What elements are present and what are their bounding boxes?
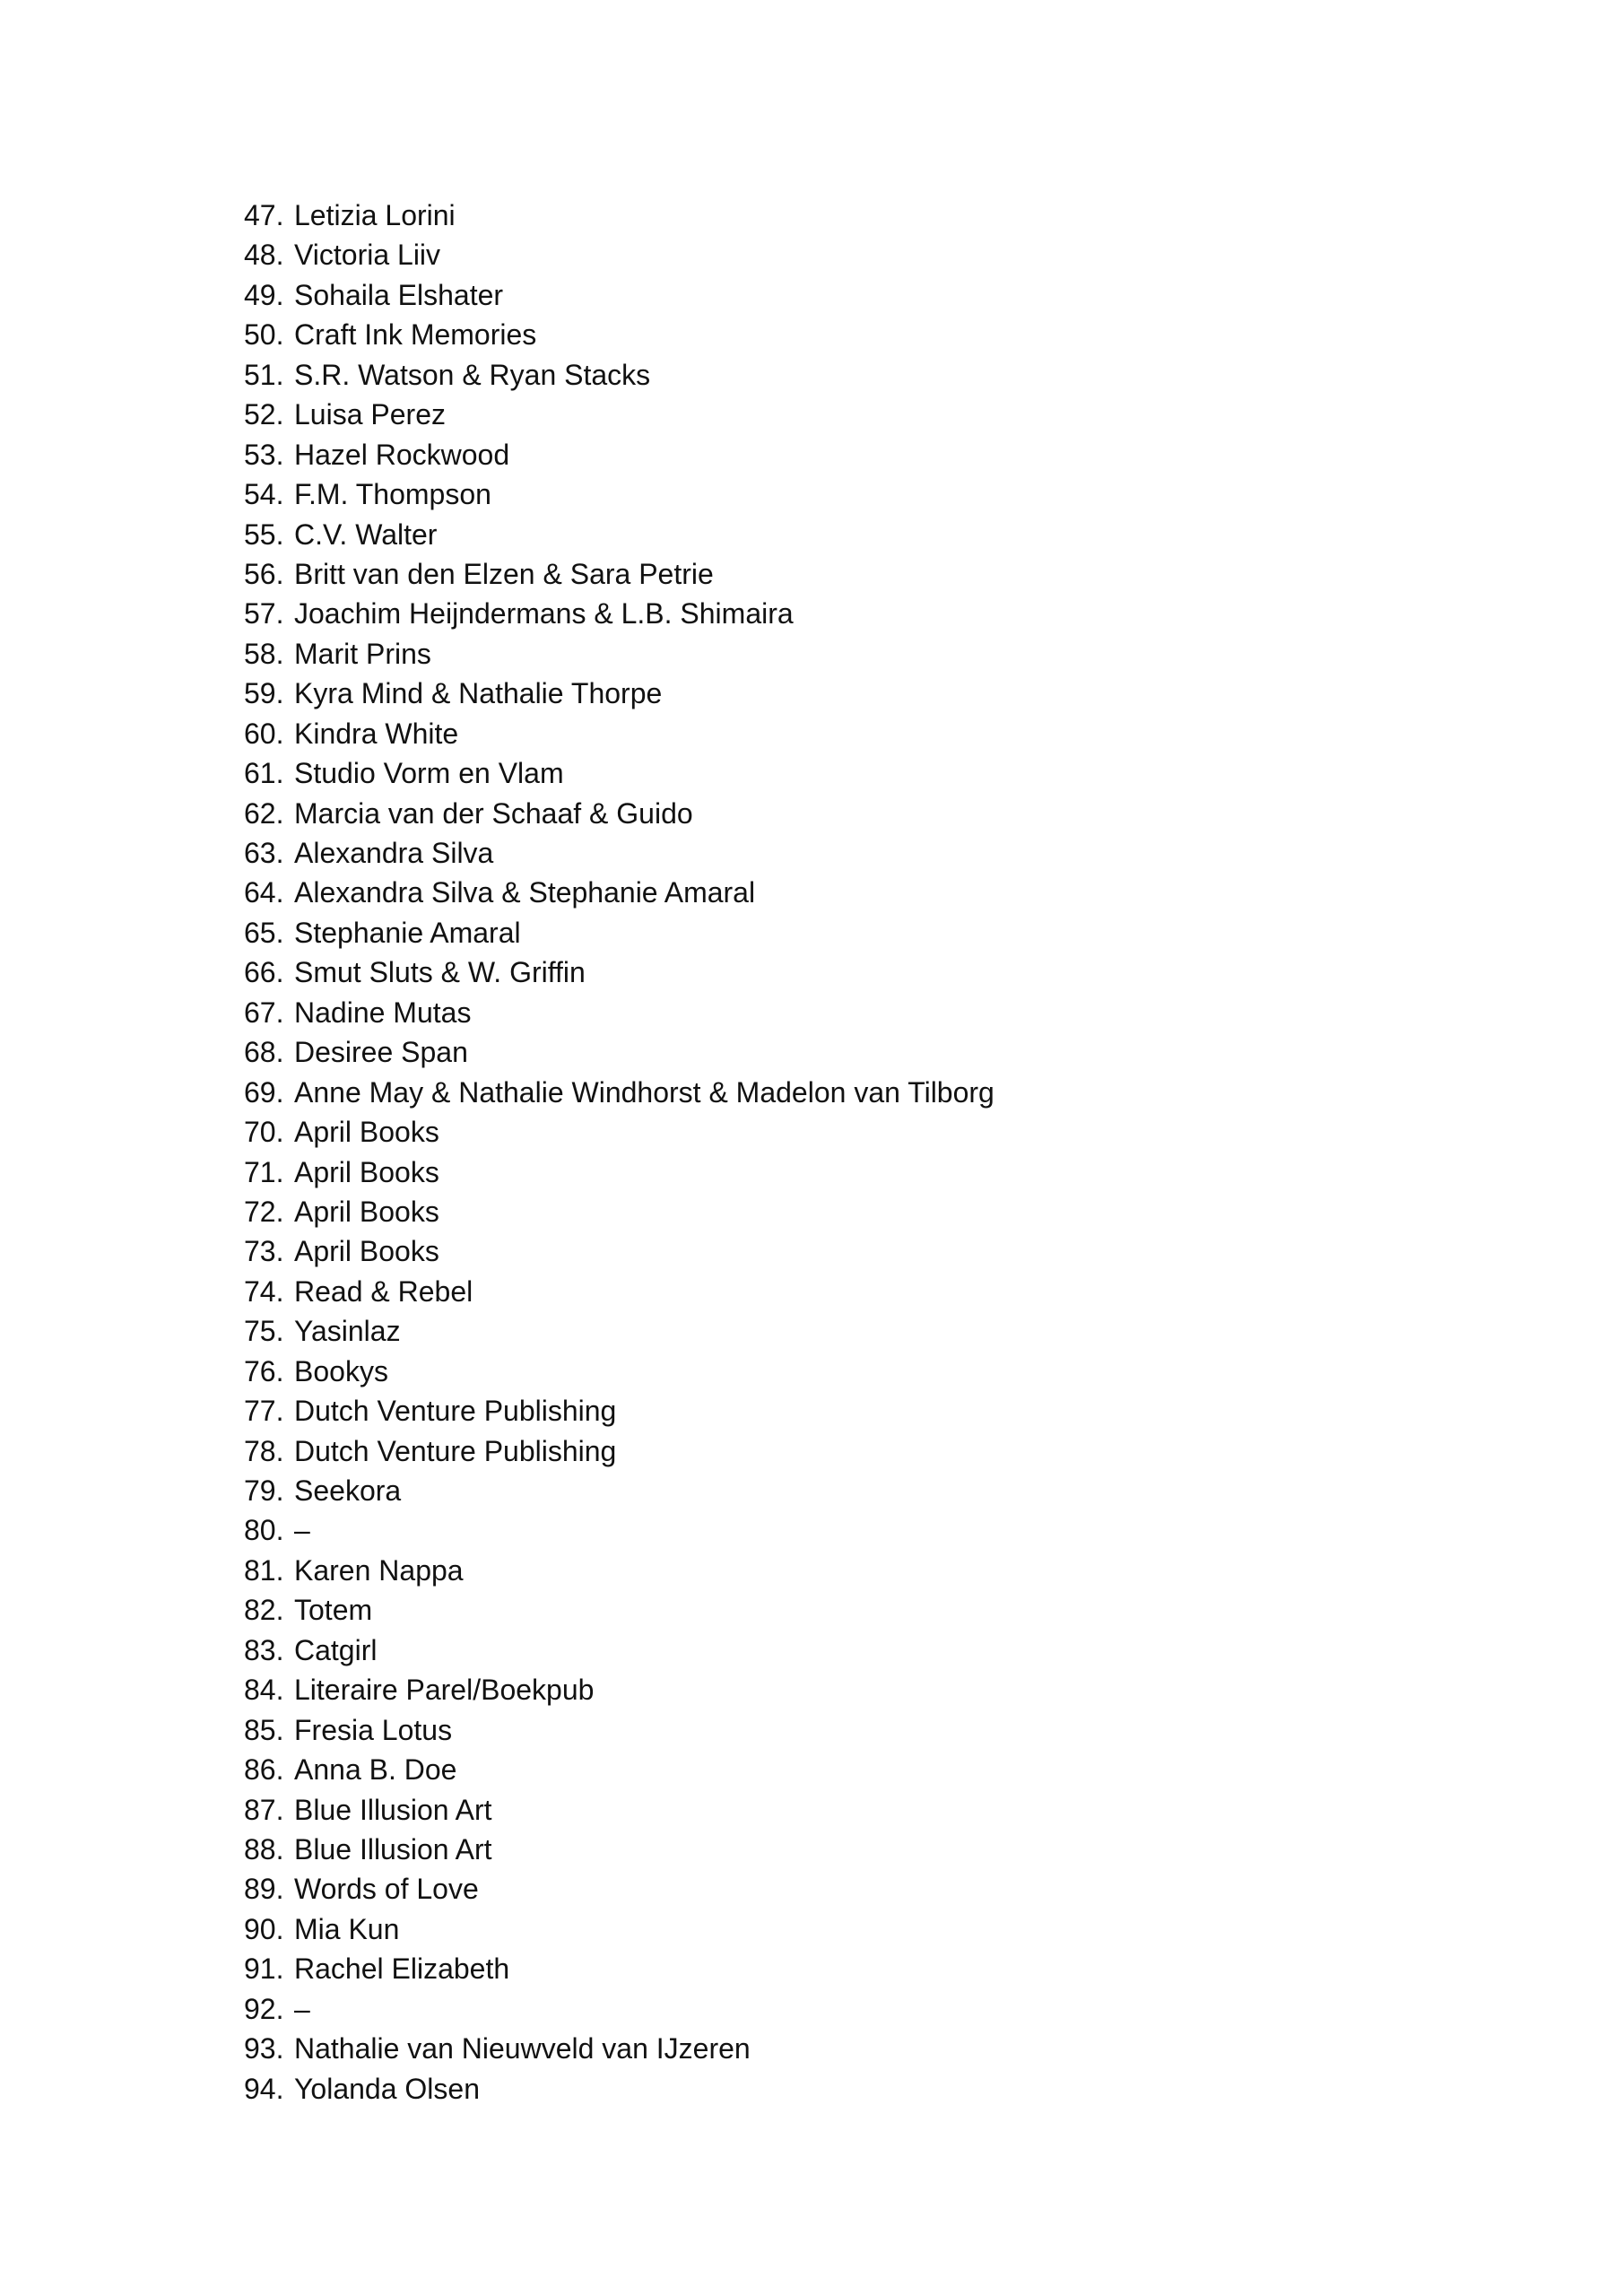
list-item-number: 82. — [244, 1594, 284, 1627]
list-item-text: Dutch Venture Publishing — [294, 1395, 617, 1428]
list-item — [244, 196, 994, 235]
list-item-number: 87. — [244, 1793, 284, 1826]
list-item-number: 65. — [244, 916, 284, 949]
list-item — [244, 1710, 994, 1750]
list-item-number: 93. — [244, 2032, 284, 2066]
list-item-number: 86. — [244, 1753, 284, 1787]
list-item — [244, 993, 994, 1032]
list-item-number: 81. — [244, 1553, 284, 1587]
list-item — [244, 235, 994, 274]
list-item-number: 68. — [244, 1036, 284, 1069]
list-item-number: 84. — [244, 1674, 284, 1707]
list-item — [244, 1352, 994, 1391]
list-item — [244, 1431, 994, 1471]
list-item — [244, 2069, 994, 2109]
list-item — [244, 2029, 994, 2068]
list-item — [244, 913, 994, 952]
list-item-number: 70. — [244, 1116, 284, 1149]
list-item-text: Craft Ink Memories — [294, 318, 537, 352]
list-item-text: Smut Sluts & W. Griffin — [294, 956, 586, 989]
list-item-text: April Books — [294, 1116, 439, 1149]
list-item-number: 73. — [244, 1235, 284, 1268]
list-item-number: 69. — [244, 1075, 284, 1109]
list-item-number: 51. — [244, 358, 284, 391]
list-item-text: C.V. Walter — [294, 517, 438, 551]
list-item-text: Victoria Liiv — [294, 239, 441, 272]
list-item-text: Anne May & Nathalie Windhorst & Madelon van Tilborg — [294, 1075, 994, 1109]
list-item-text: Bookys — [294, 1354, 388, 1387]
list-item-text: Joachim Heijndermans & L.B. Shimaira — [294, 597, 794, 631]
list-item-number: 75. — [244, 1315, 284, 1348]
list-item — [244, 1112, 994, 1152]
list-item-number: 71. — [244, 1155, 284, 1188]
list-item — [244, 1272, 994, 1311]
list-item-text: Nathalie van Nieuwveld van IJzeren — [294, 2032, 751, 2066]
list-item-number: 72. — [244, 1195, 284, 1228]
list-item-number: 49. — [244, 278, 284, 311]
list-item-text: Kyra Mind & Nathalie Thorpe — [294, 677, 663, 710]
list-item-number: 79. — [244, 1474, 284, 1507]
list-item — [244, 1909, 994, 1949]
list-item-text: Luisa Perez — [294, 398, 446, 431]
list-item — [244, 1750, 994, 1789]
list-item-number: 50. — [244, 318, 284, 352]
list-item — [244, 1152, 994, 1192]
list-item — [244, 873, 994, 912]
list-item-text: Sohaila Elshater — [294, 278, 504, 311]
list-item-number: 55. — [244, 517, 284, 551]
list-item-text: Letizia Lorini — [294, 199, 456, 231]
list-item-text: Mia Kun — [294, 1912, 400, 1945]
list-item-text: Studio Vorm en Vlam — [294, 757, 564, 790]
list-item-number: 94. — [244, 2072, 284, 2105]
list-item-text: Hazel Rockwood — [294, 438, 510, 471]
list-item-number: 83. — [244, 1633, 284, 1666]
list-item-text: Rachel Elizabeth — [294, 1952, 510, 1986]
list-item — [244, 395, 994, 434]
list-item-text: Blue Illusion Art — [294, 1832, 492, 1866]
list-item-text: Anna B. Doe — [294, 1753, 457, 1787]
list-item-number: 80. — [244, 1514, 284, 1547]
list-item-text: Desiree Span — [294, 1036, 468, 1069]
list-item-number: 62. — [244, 796, 284, 830]
list-item — [244, 952, 994, 992]
list-item-text: Alexandra Silva & Stephanie Amaral — [294, 876, 756, 909]
list-item — [244, 634, 994, 674]
list-item-number: 57. — [244, 597, 284, 631]
list-item-text: Literaire Parel/Boekpub — [294, 1674, 595, 1707]
list-item-number: 76. — [244, 1354, 284, 1387]
list-item-number: 52. — [244, 398, 284, 431]
list-item-text: Blue Illusion Art — [294, 1793, 492, 1826]
list-item-number: 63. — [244, 837, 284, 869]
list-item — [244, 515, 994, 554]
list-item — [244, 1073, 994, 1112]
list-item-number: 56. — [244, 557, 284, 590]
list-item-text: – — [294, 1992, 310, 2025]
list-item-text: Catgirl — [294, 1633, 378, 1666]
list-item — [244, 1790, 994, 1830]
list-item-number: 47. — [244, 199, 284, 231]
list-item — [244, 1949, 994, 1988]
list-item-text: Fresia Lotus — [294, 1713, 453, 1746]
list-item-number: 92. — [244, 1992, 284, 2025]
list-item — [244, 315, 994, 354]
list-item-text: Alexandra Silva — [294, 837, 494, 869]
list-item — [244, 474, 994, 514]
list-item — [244, 1192, 994, 1231]
list-item — [244, 1590, 994, 1630]
list-item-text: Yolanda Olsen — [294, 2072, 480, 2105]
list-item-number: 78. — [244, 1434, 284, 1467]
list-item — [244, 1830, 994, 1869]
list-item — [244, 794, 994, 833]
list-item — [244, 714, 994, 753]
list-item — [244, 1670, 994, 1709]
list-item — [244, 1032, 994, 1072]
list-item-text: Nadine Mutas — [294, 996, 472, 1029]
list-item-number: 53. — [244, 438, 284, 471]
list-item — [244, 1869, 994, 1909]
list-item — [244, 1471, 994, 1510]
list-item-number: 77. — [244, 1395, 284, 1428]
list-item-text: Karen Nappa — [294, 1553, 464, 1587]
list-item — [244, 1989, 994, 2029]
list-item-number: 61. — [244, 757, 284, 790]
list-item — [244, 674, 994, 713]
list-item — [244, 1510, 994, 1550]
list-item-number: 88. — [244, 1832, 284, 1866]
list-item — [244, 435, 994, 474]
list-item-number: 54. — [244, 478, 284, 511]
list-item — [244, 275, 994, 315]
list-item-text: Kindra White — [294, 717, 459, 750]
list-item-number: 60. — [244, 717, 284, 750]
list-item-number: 66. — [244, 956, 284, 989]
list-item — [244, 1551, 994, 1590]
list-item-number: 64. — [244, 876, 284, 909]
list-item — [244, 1311, 994, 1351]
list-item-text: F.M. Thompson — [294, 478, 491, 511]
list-item — [244, 355, 994, 395]
list-item-text: Read & Rebel — [294, 1274, 473, 1308]
list-item — [244, 753, 994, 793]
list-item-text: Marit Prins — [294, 637, 431, 670]
list-item-text: Dutch Venture Publishing — [294, 1434, 617, 1467]
list-item-text: S.R. Watson & Ryan Stacks — [294, 358, 651, 391]
list-item-number: 59. — [244, 677, 284, 710]
list-item-text: Totem — [294, 1594, 373, 1627]
list-item — [244, 554, 994, 594]
list-item-text: Britt van den Elzen & Sara Petrie — [294, 557, 714, 590]
list-item-text: Seekora — [294, 1474, 402, 1507]
list-item-number: 89. — [244, 1873, 284, 1906]
list-item-number: 74. — [244, 1274, 284, 1308]
list-item-number: 67. — [244, 996, 284, 1029]
list-item — [244, 594, 994, 633]
list-item-text: April Books — [294, 1195, 439, 1228]
list-item-text: Words of Love — [294, 1873, 479, 1906]
list-item-text: April Books — [294, 1235, 439, 1268]
numbered-credits-list — [244, 196, 994, 2109]
list-item — [244, 1391, 994, 1431]
list-item — [244, 1231, 994, 1271]
list-item-number: 91. — [244, 1952, 284, 1986]
list-item-text: Marcia van der Schaaf & Guido — [294, 796, 693, 830]
list-item-number: 90. — [244, 1912, 284, 1945]
list-item-number: 48. — [244, 239, 284, 272]
list-item-text: Yasinlaz — [294, 1315, 401, 1348]
list-item — [244, 1631, 994, 1670]
list-item-number: 85. — [244, 1713, 284, 1746]
list-item-number: 58. — [244, 637, 284, 670]
list-item — [244, 833, 994, 873]
list-item-text: April Books — [294, 1155, 439, 1188]
list-item-text: – — [294, 1514, 310, 1547]
list-item-text: Stephanie Amaral — [294, 916, 521, 949]
